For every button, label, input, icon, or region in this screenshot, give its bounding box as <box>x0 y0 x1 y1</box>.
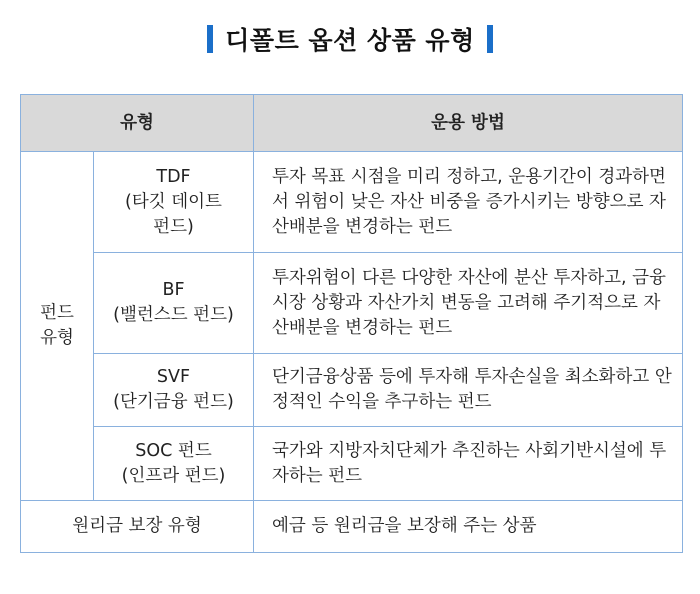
title-left-bar <box>207 25 213 53</box>
table-row <box>21 501 683 553</box>
principal-guaranteed-description: 예금 등 원리금을 보장해 주는 상품 <box>254 501 683 553</box>
product-cell <box>94 253 254 354</box>
page-title: 디폴트 옵션 상품 유형 <box>225 26 475 55</box>
table-row <box>21 354 683 427</box>
title-right-bar <box>487 25 493 53</box>
product-type-table <box>20 94 683 553</box>
table-row <box>21 253 683 354</box>
product-name: SVF <box>156 367 191 387</box>
product-description: 국가와 지방자치단체가 추진하는 사회기반시설에 투자하는 펀드 <box>254 427 683 501</box>
product-description: 단기금융상품 등에 투자해 투자손실을 최소화하고 안정적인 수익을 추구하는 펀드 <box>254 354 683 427</box>
product-name: TDF <box>156 166 191 187</box>
header-type: 유형 <box>21 95 254 152</box>
product-description: 투자위험이 다른 다양한 자산에 분산 투자하고, 금융시장 상황과 자산가치 변동을 고려해 주기적으로 자산배분을 변경하는 펀드 <box>254 253 683 354</box>
header-method: 운용 방법 <box>254 95 683 152</box>
product-name: SOC 펀드 <box>135 440 212 461</box>
product-cell <box>94 152 254 253</box>
product-name: BF <box>162 280 185 300</box>
table-row <box>21 152 683 253</box>
product-description: 투자 목표 시점을 미리 정하고, 운용기간이 경과하면서 위험이 낮은 자산 비중을 증가시키는 방향으로 자산배분을 변경하는 펀드 <box>254 152 683 253</box>
table-header-row <box>21 95 683 152</box>
product-subname: (단기금융 펀드) <box>113 392 234 412</box>
product-subname: (인프라 펀드) <box>121 465 226 486</box>
fund-type-label: 펀드 유형 <box>21 152 94 501</box>
principal-guaranteed-label: 원리금 보장 유형 <box>21 501 254 553</box>
product-subname: (타깃 데이트 펀드) <box>125 191 222 237</box>
product-subname: (밸런스드 펀드) <box>113 305 234 325</box>
table-row <box>21 427 683 501</box>
product-cell <box>94 427 254 501</box>
product-cell <box>94 354 254 427</box>
page-title-area <box>0 14 700 64</box>
